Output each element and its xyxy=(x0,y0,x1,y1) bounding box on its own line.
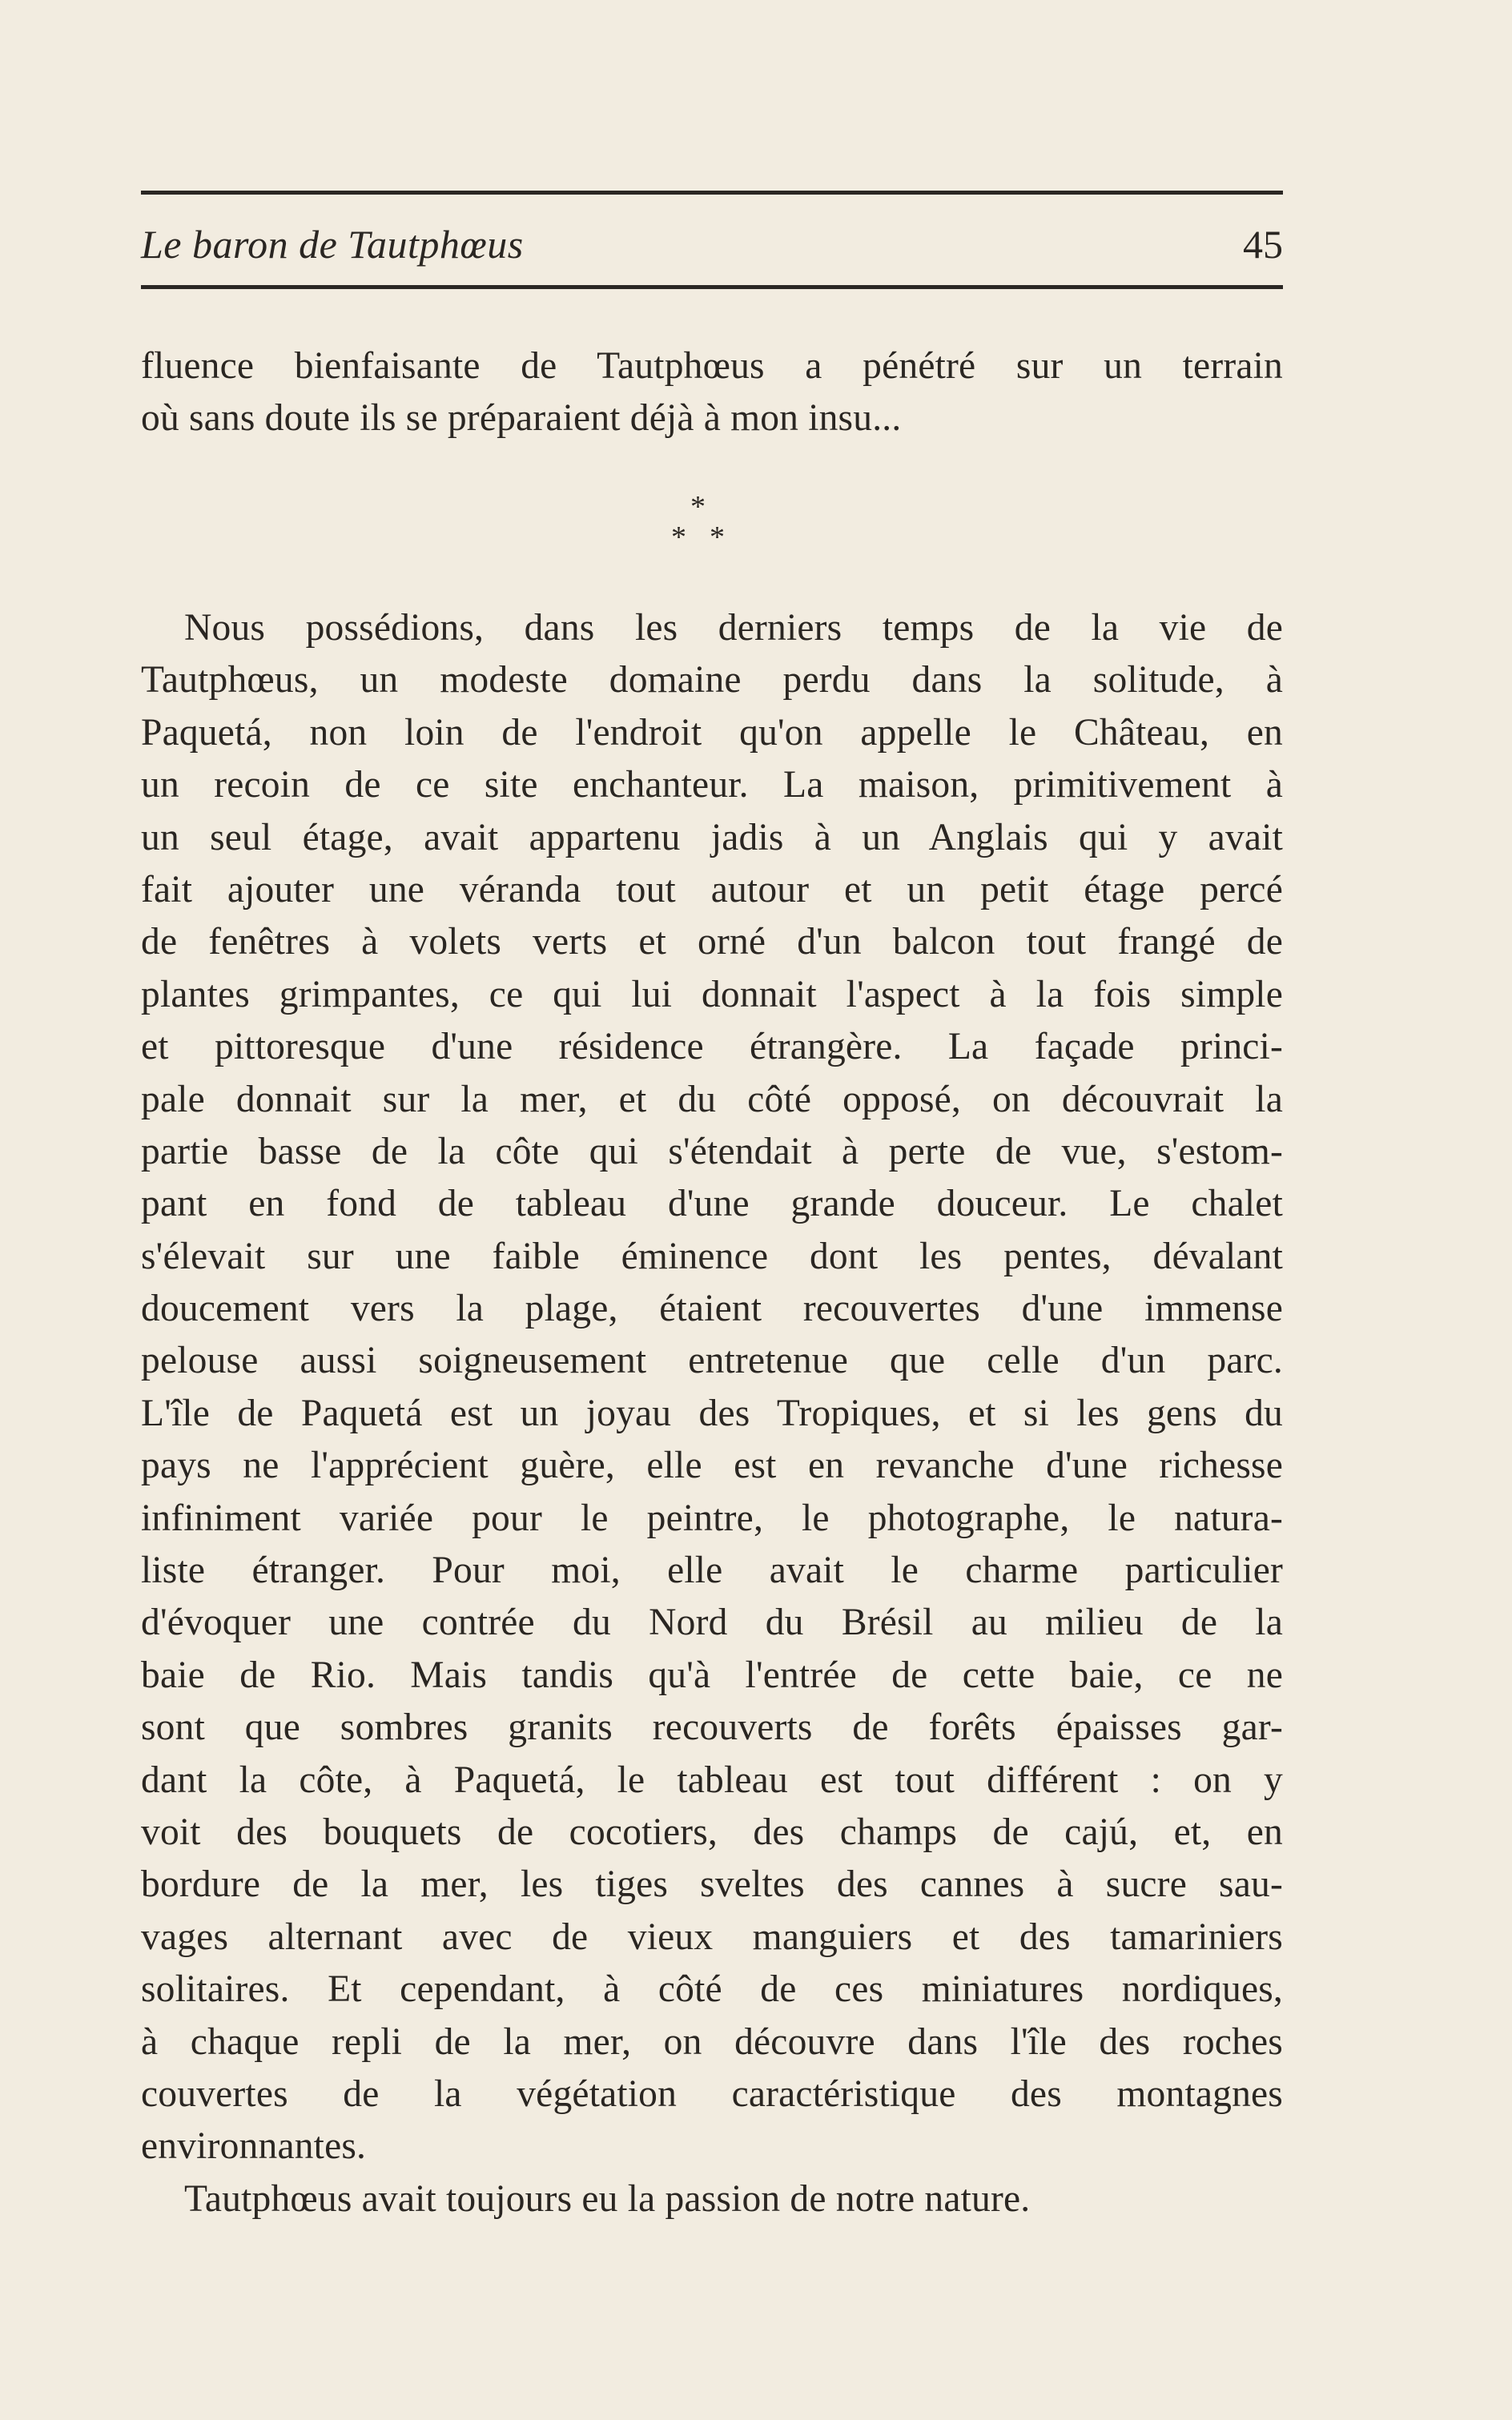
text-line: un recoin de ce site enchanteur. La maison, primitivement à xyxy=(141,764,1283,806)
text-line: bordure de la mer, les tiges sveltes des cannes à sucre sau- xyxy=(141,1863,1283,1906)
text-line: Tautphœus, un modeste domaine perdu dans la solitude, à xyxy=(141,659,1283,701)
text-line: Tautphœus avait toujours eu la passion de notre nature. xyxy=(184,2177,1031,2220)
text-line: de fenêtres à volets verts et orné d'un balcon tout frangé de xyxy=(141,921,1283,963)
text-line: liste étranger. Pour moi, elle avait le charme particulier xyxy=(141,1550,1283,1592)
text-line: pelouse aussi soigneusement entretenue que celle d'un parc. xyxy=(141,1340,1283,1382)
text-line: vages alternant avec de vieux manguiers et des tamariniers xyxy=(141,1915,1283,1958)
text-line: doucement vers la plage, étaient recouvertes d'une immense xyxy=(141,1288,1283,1330)
text-line: environnantes. xyxy=(141,2125,367,2168)
text-line: sont que sombres granits recouverts de forêts épaisses gar- xyxy=(141,1706,1283,1749)
asterisk-glyph: * xyxy=(710,521,725,554)
text-line: fluence bienfaisante de Tautphœus a pénétré sur un terrain xyxy=(141,345,1283,387)
text-line: s'élevait sur une faible éminence dont les pentes, dévalant xyxy=(141,1235,1283,1277)
text-line: voit des bouquets de cocotiers, des champs de cajú, et, en xyxy=(141,1811,1283,1853)
running-header-title: Le baron de Tautphœus xyxy=(141,222,524,267)
text-line: partie basse de la côte qui s'étendait à perte de vue, s'estom- xyxy=(141,1130,1283,1172)
text-line: pays ne l'apprécient guère, elle est en revanche d'une richesse xyxy=(141,1445,1283,1487)
text-line: à chaque repli de la mer, on découvre dans l'île des roches xyxy=(141,2020,1283,2063)
header-top-rule xyxy=(141,191,1283,195)
text-line: baie de Rio. Mais tandis qu'à l'entrée de cette baie, ce ne xyxy=(141,1654,1283,1696)
asterisk-glyph: * xyxy=(671,521,686,554)
text-line: fait ajouter une véranda tout autour et un petit étage percé xyxy=(141,868,1283,911)
text-line: pale donnait sur la mer, et du côté opposé, on découvrait la xyxy=(141,1078,1283,1120)
text-line: et pittoresque d'une résidence étrangère. La façade princi- xyxy=(141,1026,1283,1068)
text-line: couvertes de la végétation caractéristique des montagnes xyxy=(141,2072,1283,2115)
text-line: d'évoquer une contrée du Nord du Brésil au milieu de la xyxy=(141,1602,1283,1644)
text-line: Paquetá, non loin de l'endroit qu'on appelle le Château, en xyxy=(141,711,1283,754)
text-line: un seul étage, avait appartenu jadis à un Anglais qui y avait xyxy=(141,816,1283,858)
main-body-text xyxy=(141,602,1283,2225)
asterism-separator xyxy=(657,492,745,564)
text-line: plantes grimpantes, ce qui lui donnait l'aspect à la fois simple xyxy=(141,973,1283,1015)
text-line: solitaires. Et cependant, à côté de ces miniatures nordiques, xyxy=(141,1968,1283,2011)
text-line: où sans doute ils se préparaient déjà à mon insu... xyxy=(141,397,902,440)
text-line: L'île de Paquetá est un joyau des Tropiques, et si les gens du xyxy=(141,1392,1283,1434)
text-line: pant en fond de tableau d'une grande douceur. Le chalet xyxy=(141,1183,1283,1225)
text-line: dant la côte, à Paquetá, le tableau est tout différent : on y xyxy=(141,1759,1283,1801)
page-number: 45 xyxy=(1243,222,1283,267)
header-bottom-rule xyxy=(141,285,1283,289)
paragraph-continuation xyxy=(141,340,1283,445)
text-line: Nous possédions, dans les derniers temps de la vie de xyxy=(184,607,1283,649)
asterisk-glyph: * xyxy=(690,490,706,524)
text-line: infiniment variée pour le peintre, le photographe, le natura- xyxy=(141,1497,1283,1539)
